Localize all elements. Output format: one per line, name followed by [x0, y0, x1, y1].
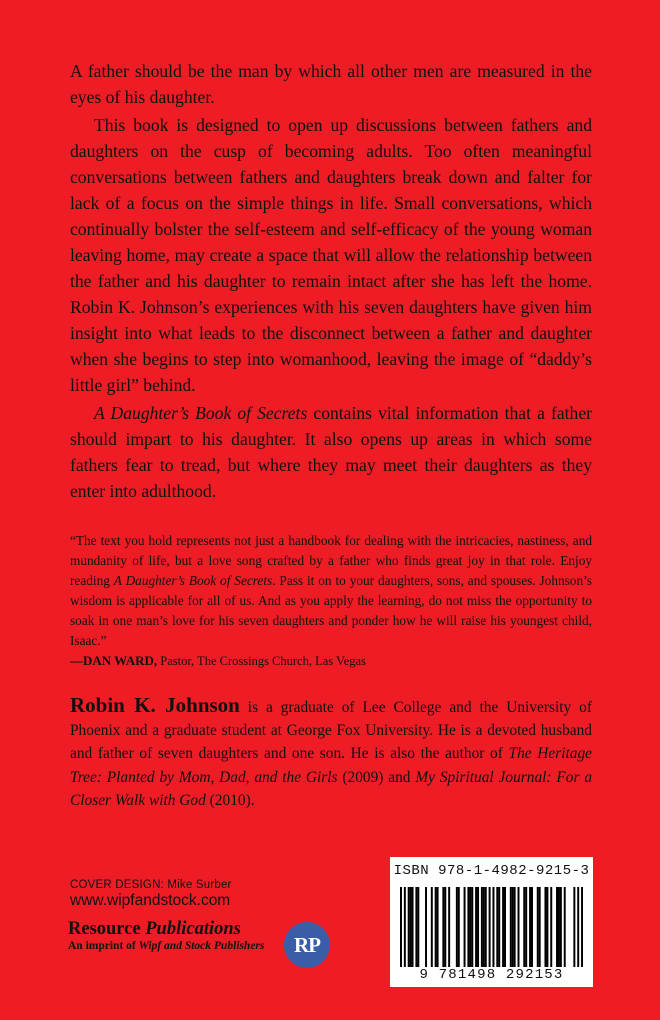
- description-paragraph: This book is designed to open up discussions between fathers and daughters on the cusp of becoming adults. Too often meaningful conversations between fathers and daughters break down and falter for lack of a focus on the simple things in life. Small conversations, which continually bolster the self-esteem and self-efficacy of the young woman leaving home, may create a space that will allow the relationship between the father and his daughter to remain intact after she has left the home. Robin K. Johnson’s experiences with his seven daughters have given him insight into what leads to the disconnect between a father and daughter when she begins to step into womanhood, leaving the image of “daddy’s little girl” behind.: [70, 115, 592, 395]
- quote-part: “The text you hold represents not just a handbook for dealing with the intricacies, nastiness, and mundanity of life, but a love song crafted by a father who finds great joy in that role. Enjoy reading: [70, 533, 592, 588]
- barcode-bar: [531, 887, 533, 967]
- barcode-bar: [504, 887, 506, 967]
- barcode-bar: [564, 887, 566, 967]
- barcode-bar: [458, 887, 460, 967]
- rp-logo-icon: RP: [284, 922, 330, 968]
- barcode-bar: [556, 887, 558, 967]
- endorsement-quote: [70, 531, 592, 671]
- author-name: Robin K. Johnson: [70, 693, 240, 717]
- barcode-bar: [412, 887, 414, 967]
- barcode-bar: [512, 887, 514, 967]
- barcode-bar: [537, 887, 539, 967]
- barcode-bar: [475, 887, 477, 967]
- barcode-bar: [498, 887, 500, 967]
- barcode-digits: 9 781498 292153: [419, 967, 564, 983]
- isbn-text: ISBN 978-1-4982-9215-3: [393, 863, 590, 879]
- barcode-bar: [410, 887, 412, 967]
- barcode-bar: [496, 887, 498, 967]
- bio-text: (2009) and: [337, 768, 416, 786]
- barcode-bar: [404, 887, 406, 967]
- barcode-bar: [539, 887, 541, 967]
- barcode-bar: [525, 887, 527, 967]
- barcode-bar: [456, 887, 458, 967]
- barcode-bar: [425, 887, 427, 967]
- barcode-bar: [485, 887, 487, 967]
- barcode-bar: [431, 887, 433, 967]
- barcode-bar: [481, 887, 483, 967]
- isbn-barcode: [390, 857, 593, 987]
- barcode-bar: [581, 887, 583, 967]
- barcode-bar: [514, 887, 516, 967]
- publisher-name-part: Resource: [68, 919, 146, 939]
- bio-text: is a graduate of Lee College and the University of Phoenix and a graduate student at George Fox University. He is a devoted husband and father of seven daughters and one son. He is also the author of: [70, 699, 592, 763]
- quote-attribution: [70, 651, 592, 671]
- bio-book-title: The Heritage Tree: Planted by Mom, Dad, and the Girls: [70, 745, 592, 786]
- bio-text: (2010).: [205, 791, 255, 809]
- quote-text: [70, 531, 592, 651]
- barcode-bar: [577, 887, 579, 967]
- description-text: contains vital information that a father should impart to his daughter. It also opens up areas in which some fathers fear to tread, but where they may meet their daughters as they enter into adulthood.: [70, 403, 592, 501]
- imprint-part: An imprint of: [68, 940, 139, 952]
- publisher-block: [68, 919, 264, 952]
- barcode-bar: [408, 887, 410, 967]
- barcode-bar: [544, 887, 546, 967]
- barcode-bar: [492, 887, 494, 967]
- quote-book-title: A Daughter’s Book of Secrets: [113, 573, 273, 588]
- attribution-role: Pastor, The Crossings Church, Las Vegas: [157, 654, 366, 668]
- barcode-bar: [444, 887, 446, 967]
- barcode-bar: [573, 887, 575, 967]
- barcode-bar: [477, 887, 479, 967]
- publisher-website: www.wipfandstock.com: [70, 892, 231, 909]
- opening-line: A father should be the man by which all other men are measured in the eyes of his daughter.: [70, 61, 592, 107]
- barcode-bar: [489, 887, 491, 967]
- barcode-bar: [558, 887, 560, 967]
- barcode-bar: [400, 887, 402, 967]
- barcode-bar: [510, 887, 512, 967]
- barcode-bar: [502, 887, 504, 967]
- barcode-bar: [483, 887, 485, 967]
- barcode-bar: [546, 887, 548, 967]
- barcode-bar: [435, 887, 437, 967]
- barcode-bar: [448, 887, 450, 967]
- back-cover-description: [70, 58, 592, 504]
- barcode-bar: [442, 887, 444, 967]
- credits: [70, 879, 232, 910]
- barcode-bar: [437, 887, 439, 967]
- attribution-name: —DAN WARD,: [70, 653, 158, 668]
- imprint-publisher: Wipf and Stock Publishers: [138, 940, 265, 952]
- barcode-bar: [523, 887, 525, 967]
- barcode-bar: [469, 887, 471, 967]
- barcode-bar: [550, 887, 552, 967]
- bio-book-title: My Spiritual Journal: For a Closer Walk with God: [70, 768, 593, 809]
- barcode-bar: [417, 887, 419, 967]
- barcode-bar: [518, 887, 520, 967]
- barcode-bar: [529, 887, 531, 967]
- publisher-name-italic: Publications: [145, 919, 241, 939]
- barcode-icon: [400, 887, 583, 967]
- book-title: A Daughter’s Book of Secrets: [94, 403, 308, 423]
- barcode-bar: [471, 887, 473, 967]
- barcode-bar: [560, 887, 562, 967]
- cover-design-credit: COVER DESIGN: Mike Surber: [70, 879, 232, 891]
- barcode-bar: [467, 887, 469, 967]
- author-bio: [70, 694, 592, 812]
- barcode-bar: [415, 887, 417, 967]
- quote-part: . Pass it on to your daughters, sons, and spouses. Johnson’s wisdom is applicable for all of us. And as you apply the learning, do not miss the opportunity to soak in one man’s love for his seven daughters and ponder how he will raise his youngest child, Isaac.”: [70, 573, 592, 648]
- description-paragraph-secrets: [70, 400, 592, 504]
- publisher-name: [68, 919, 264, 940]
- barcode-bar: [464, 887, 466, 967]
- publisher-imprint: [68, 940, 264, 952]
